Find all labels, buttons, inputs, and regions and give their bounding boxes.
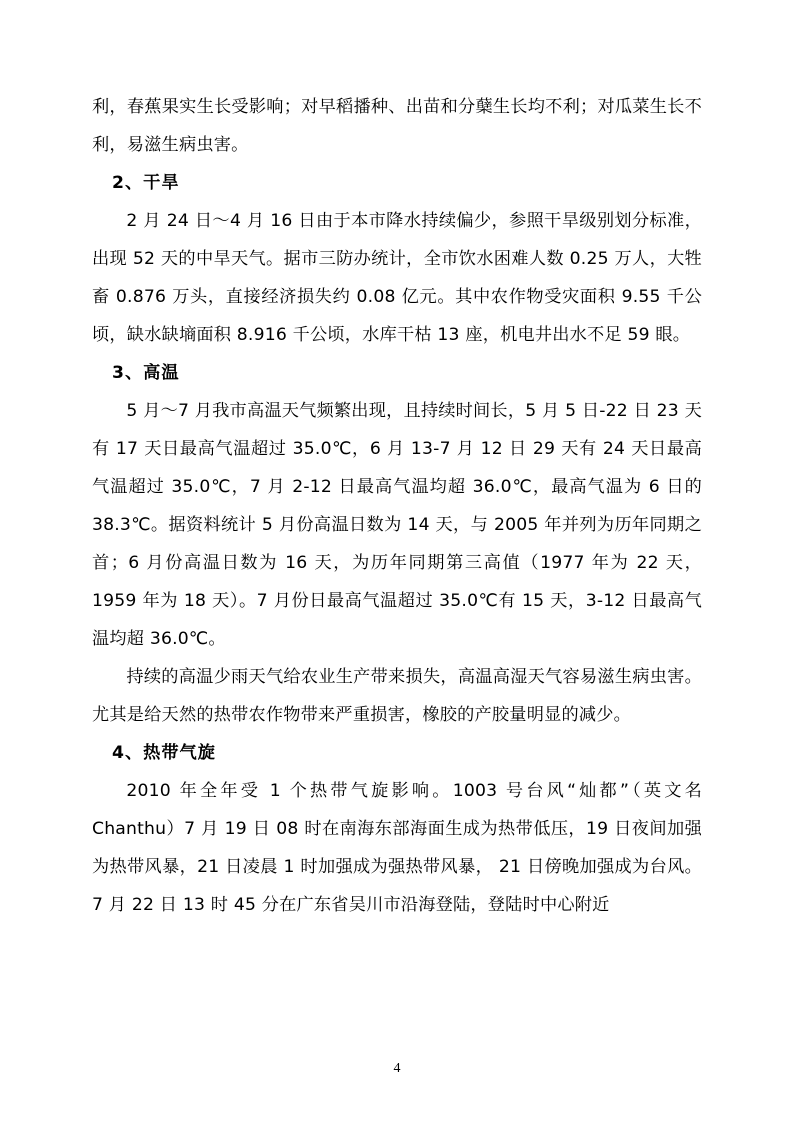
section-heading-drought: 2、干旱 — [112, 173, 180, 193]
page-number: 4 — [393, 1061, 401, 1076]
section-heading-tropical-cyclone: 4、热带气旋 — [112, 743, 216, 763]
document-body — [92, 88, 702, 924]
section-heading-high-temperature: 3、高温 — [112, 363, 180, 383]
paragraph-high-temperature-impact: 持续的高温少雨天气给农业生产带来损失，高温高湿天气容易滋生病虫害。尤其是给天然的热带农作物带来严重损害，橡胶的产胶量明显的减少。 — [92, 667, 702, 725]
paragraph-tropical-cyclone: 2010 年全年受 1 个热带气旋影响。1003 号台风“灿都”（英文名 Chanthu）7 月 19 日 08 时在南海东部海面生成为热带低压，19 日夜间加强为热带风暴，21 日凌晨 1 时加强成为强热带风暴， 21 日傍晚加强成为台风。7 月 22 日 13 时 45 分在广东省吴川市沿海登陆，登陆时中心附近 — [92, 781, 702, 915]
paragraph-drought: 2 月 24 日～4 月 16 日由于本市降水持续偏少，参照干旱级别划分标准，出现 52 天的中旱天气。据市三防办统计，全市饮水困难人数 0.25 万人，大牲畜 0.876 万头，直接经济损失约 0.08 亿元。其中农作物受灾面积 9.55 千公顷，缺水缺墒面积 8.916 千公顷，水库干枯 13 座，机电井出水不足 59 眼。 — [92, 211, 702, 345]
paragraph-high-temperature: 5 月～7 月我市高温天气频繁出现，且持续时间长，5 月 5 日-22 日 23 天有 17 天日最高气温超过 35.0℃，6 月 13-7 月 12 日 29 天有 24 天日最高气温超过 35.0℃，7 月 2-12 日最高气温均超 36.0℃，最高气温为 6 日的 38.3℃。据资料统计 5 月份高温日数为 14 天，与 2005 年并列为历年同期之首；6 月份高温日数为 16 天，为历年同期第三高值（1977 年为 22 天，1959 年为 18 天）。7 月份日最高气温超过 35.0℃有 15 天，3-12 日最高气温均超 36.0℃。 — [92, 401, 702, 649]
paragraph-continuation: 利，春蕉果实生长受影响；对早稻播种、出苗和分蘖生长均不利；对瓜菜生长不利，易滋生病虫害。 — [92, 97, 702, 155]
